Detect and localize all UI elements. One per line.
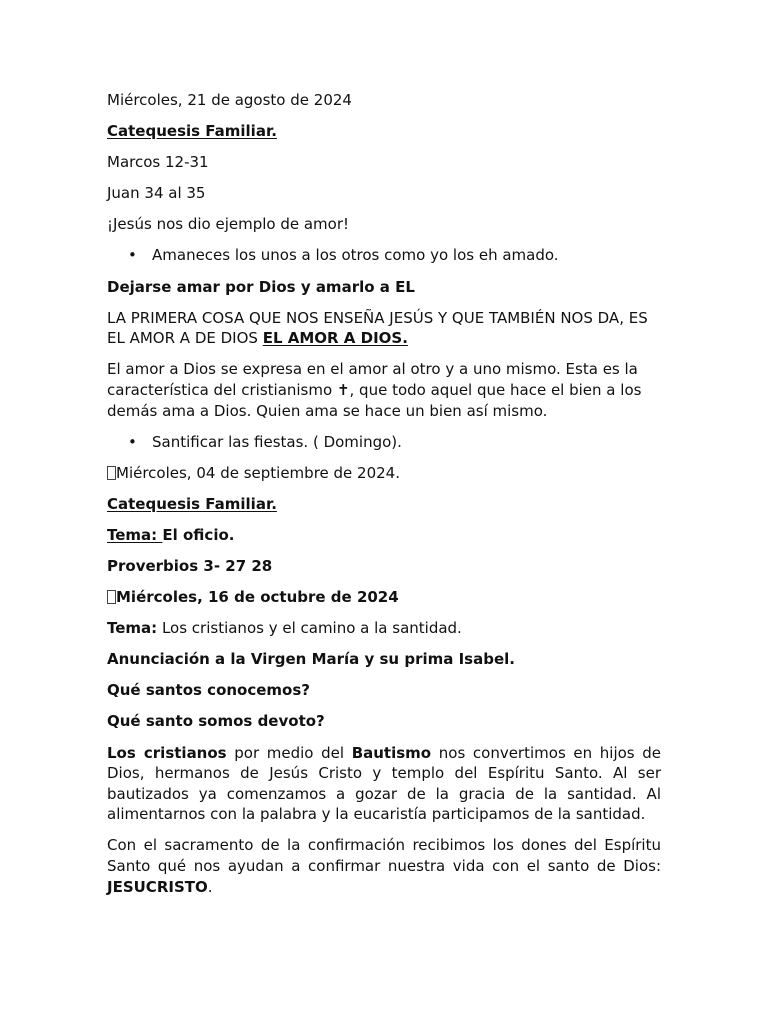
question: Qué santos conocemos? bbox=[107, 681, 310, 700]
paragraph-text: , que todo aquel que hace el bien a los demás ama a Dios. Quien ama se hace un bien así mismo. bbox=[107, 380, 642, 420]
uppercase-text: LA PRIMERA COSA QUE NOS ENSEÑA JESÚS Y QUE TAMBIÉN NOS DA, ES EL AMOR A DE DIOS bbox=[107, 308, 648, 348]
emphasis-text: EL AMOR A DIOS. bbox=[262, 329, 408, 348]
paragraph bbox=[107, 359, 661, 421]
bold-heading: Dejarse amar por Dios y amarlo a EL bbox=[107, 277, 415, 296]
bullet-item bbox=[107, 245, 661, 266]
topic-label: Tema: bbox=[107, 619, 158, 638]
topic-label: Tema: bbox=[107, 525, 163, 544]
bullet-text: Amaneces los unos a los otros como yo los eh amado. bbox=[152, 246, 559, 265]
scripture-reference: Juan 34 al 35 bbox=[107, 184, 206, 203]
uppercase-paragraph bbox=[107, 308, 661, 349]
section-title: Catequesis Familiar. bbox=[107, 494, 277, 513]
paragraph-text: por medio del bbox=[226, 743, 352, 762]
paragraph-text: nos convertimos en hijos de Dios, hermanos de Jesús Cristo y templo del Espíritu Santo. Al ser bautizados ya comenzamos a gozar de la gracia de la santidad. Al alimentarnos con la palabra y la eucaristía participamos de la santidad. bbox=[107, 743, 662, 824]
bullet-text: Santificar las fiestas. ( Domingo). bbox=[152, 432, 402, 451]
topic-text: Los cristianos y el camino a la santidad. bbox=[157, 619, 462, 638]
missing-glyph-icon bbox=[107, 466, 116, 480]
bold-heading: Anunciación a la Virgen María y su prima Isabel. bbox=[107, 650, 515, 669]
section-title: Catequesis Familiar. bbox=[107, 122, 277, 141]
paragraph bbox=[107, 743, 661, 825]
date-line bbox=[107, 463, 661, 484]
topic-text: El oficio. bbox=[162, 525, 235, 544]
bold-text: JESUCRISTO bbox=[107, 877, 208, 896]
document-body bbox=[107, 90, 661, 908]
question: Qué santo somos devoto? bbox=[107, 712, 325, 731]
date-line bbox=[107, 587, 661, 608]
topic-line bbox=[107, 525, 661, 546]
text-line: ¡Jesús nos dio ejemplo de amor! bbox=[107, 215, 350, 234]
paragraph-text: Con el sacramento de la confirmación recibimos los dones del Espíritu Santo qué nos ayudan a confirmar nuestra vida con el santo de Dios: bbox=[107, 836, 661, 876]
paragraph-text: . bbox=[207, 877, 213, 896]
scripture-reference: Marcos 12-31 bbox=[107, 153, 209, 172]
bullet-dot: • bbox=[128, 246, 137, 265]
missing-glyph-icon bbox=[107, 590, 116, 604]
scripture-reference: Proverbios 3- 27 28 bbox=[107, 557, 273, 575]
paragraph bbox=[107, 835, 661, 897]
bullet-item bbox=[107, 432, 661, 453]
date-text: Miércoles, 04 de septiembre de 2024. bbox=[116, 463, 400, 482]
cross-icon: ✝ bbox=[336, 380, 350, 399]
date-line: Miércoles, 21 de agosto de 2024 bbox=[107, 91, 352, 109]
bold-text: Los cristianos bbox=[107, 743, 227, 762]
bullet-dot: • bbox=[128, 432, 137, 451]
date-text: Miércoles, 16 de octubre de 2024 bbox=[116, 588, 399, 607]
topic-line bbox=[107, 618, 661, 639]
bold-text: Bautismo bbox=[351, 743, 432, 762]
paragraph-text: El amor a Dios se expresa en el amor al otro y a uno mismo. Esta es la característica del cristianismo bbox=[107, 360, 638, 399]
